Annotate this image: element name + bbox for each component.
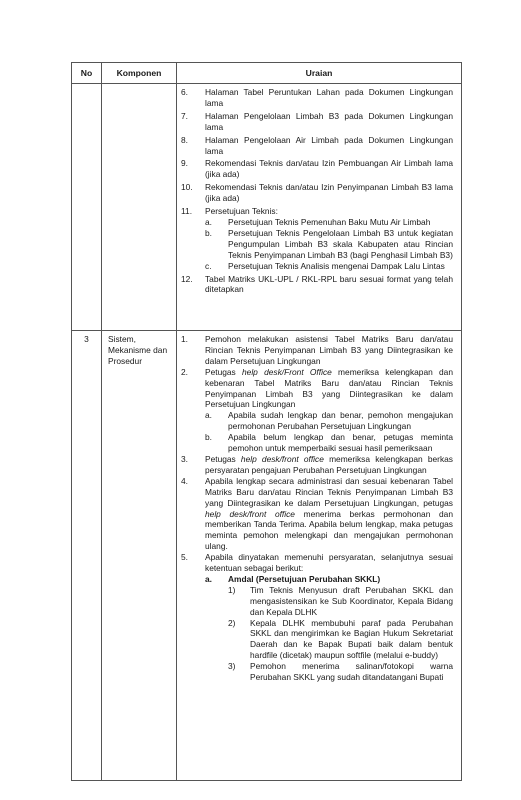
document-table — [71, 62, 462, 781]
list-item: 8. Halaman Pengelolaan Air Limbah pada Dokumen Lingkungan lama — [181, 134, 453, 156]
component-cell: Sistem, Mekanisme dan Prosedur — [102, 331, 177, 781]
header-komponen: Komponen — [102, 63, 177, 84]
row-number-cell — [72, 84, 102, 331]
component-cell — [102, 84, 177, 331]
list-item: 12. Tabel Matriks UKL-UPL / RKL-RPL baru sesuai format yang telah ditetapkan — [181, 273, 453, 295]
list-item: 2. Petugas help desk/Front Office memeriksa kelengkapan dan kebenaran Tabel Matriks Baru dan/atau Rincian Teknis Penyimpanan Limbah B3 yang Diintegrasikan ke dalam Persetujuan Lingkungan — [181, 366, 453, 410]
header-no: No — [72, 63, 102, 84]
sub-list-item: a. Apabila sudah lengkap dan benar, pemohon mengajukan permohonan Perubahan Persetujuan Lingkungan — [205, 410, 453, 432]
list-item: 5. Apabila dinyatakan memenuhi persyaratan, selanjutnya sesuai ketentuan sebagai berikut: — [181, 552, 453, 574]
list-item: 10. Rekomendasi Teknis dan/atau Izin Penyimpanan Limbah B3 lama (jika ada) — [181, 182, 453, 204]
sub-sub-list-item: 2) Kepala DLHK membubuhi paraf pada Perubahan SKKL dan mengirimkan ke Bagian Hukum Sekretariat Daerah dan ke Bapak Bupati baik dalam bentuk hardfile (dicetak) maupun softfile (melalui e-buddy) — [228, 617, 453, 661]
sub-list-item: c. Persetujuan Teknis Analisis mengenai Dampak Lalu Lintas — [205, 260, 445, 271]
list-item: 7. Halaman Pengelolaan Limbah B3 pada Dokumen Lingkungan lama — [181, 110, 453, 132]
list-item: 6. Halaman Tabel Peruntukan Lahan pada Dokumen Lingkungan lama — [181, 87, 453, 108]
list-item: 11. Persetujuan Teknis: — [181, 206, 278, 217]
row-number-cell: 3 — [72, 331, 102, 781]
description-cell — [177, 84, 462, 331]
sub-sub-list-item: 3) Pemohon menerima salinan/fotokopi warna Perubahan SKKL yang sudah ditandatangani Bupati — [228, 661, 453, 683]
list-item: 4. Apabila lengkap secara administrasi dan sesuai kebenaran Tabel Matriks Baru dan/atau Rincian Teknis Penyimpanan Limbah B3 yang Diintegrasikan ke dalam Persetujuan Lingkungan, petugas help desk/front office menerima berkas permohonan dan memberikan Tanda Terima. Apabila belum lengkap, maka petugas meminta pemohon melengkapi dan mengajukan permohonan ulang. — [181, 475, 454, 552]
list-item: 9. Rekomendasi Teknis dan/atau Izin Pembuangan Air Limbah lama (jika ada) — [181, 158, 453, 180]
description-cell — [177, 331, 462, 781]
header-uraian: Uraian — [177, 63, 462, 84]
list-item: 3. Petugas help desk/front office memeriksa kelengkapan berkas persyaratan pengajuan Perubahan Persetujuan Lingkungan — [181, 453, 453, 475]
sub-list-item: b. Apabila belum lengkap dan benar, petugas meminta pemohon untuk memperbaiki sesuai hasil pemeriksaan — [205, 432, 453, 454]
list-item: 1. Pemohon melakukan asistensi Tabel Matriks Baru dan/atau Rincian Teknis Penyimpanan Limbah B3 yang Diintegrasikan ke dalam Persetujuan Lingkungan — [181, 334, 453, 366]
table-row — [72, 84, 462, 331]
sub-list-item: a. Persetujuan Teknis Pemenuhan Baku Mutu Air Limbah — [205, 216, 431, 227]
sub-list-item: a. Amdal (Persetujuan Perubahan SKKL) — [205, 573, 381, 584]
sub-list-item: b. Persetujuan Teknis Pengelolaan Limbah B3 untuk kegiatan Pengumpulan Limbah B3 skala Kabupaten atau Rincian Teknis Penyimpanan Limbah B3 (bagi Penghasil Limbah B3) — [205, 227, 453, 260]
sub-sub-list-item: 1) Tim Teknis Menyusun draft Perubahan SKKL dan mengasistensikan ke Sub Koordinator, Kepala Bidang dan Kepala DLHK — [228, 584, 453, 617]
table-row — [72, 331, 462, 781]
header-row — [72, 63, 462, 84]
